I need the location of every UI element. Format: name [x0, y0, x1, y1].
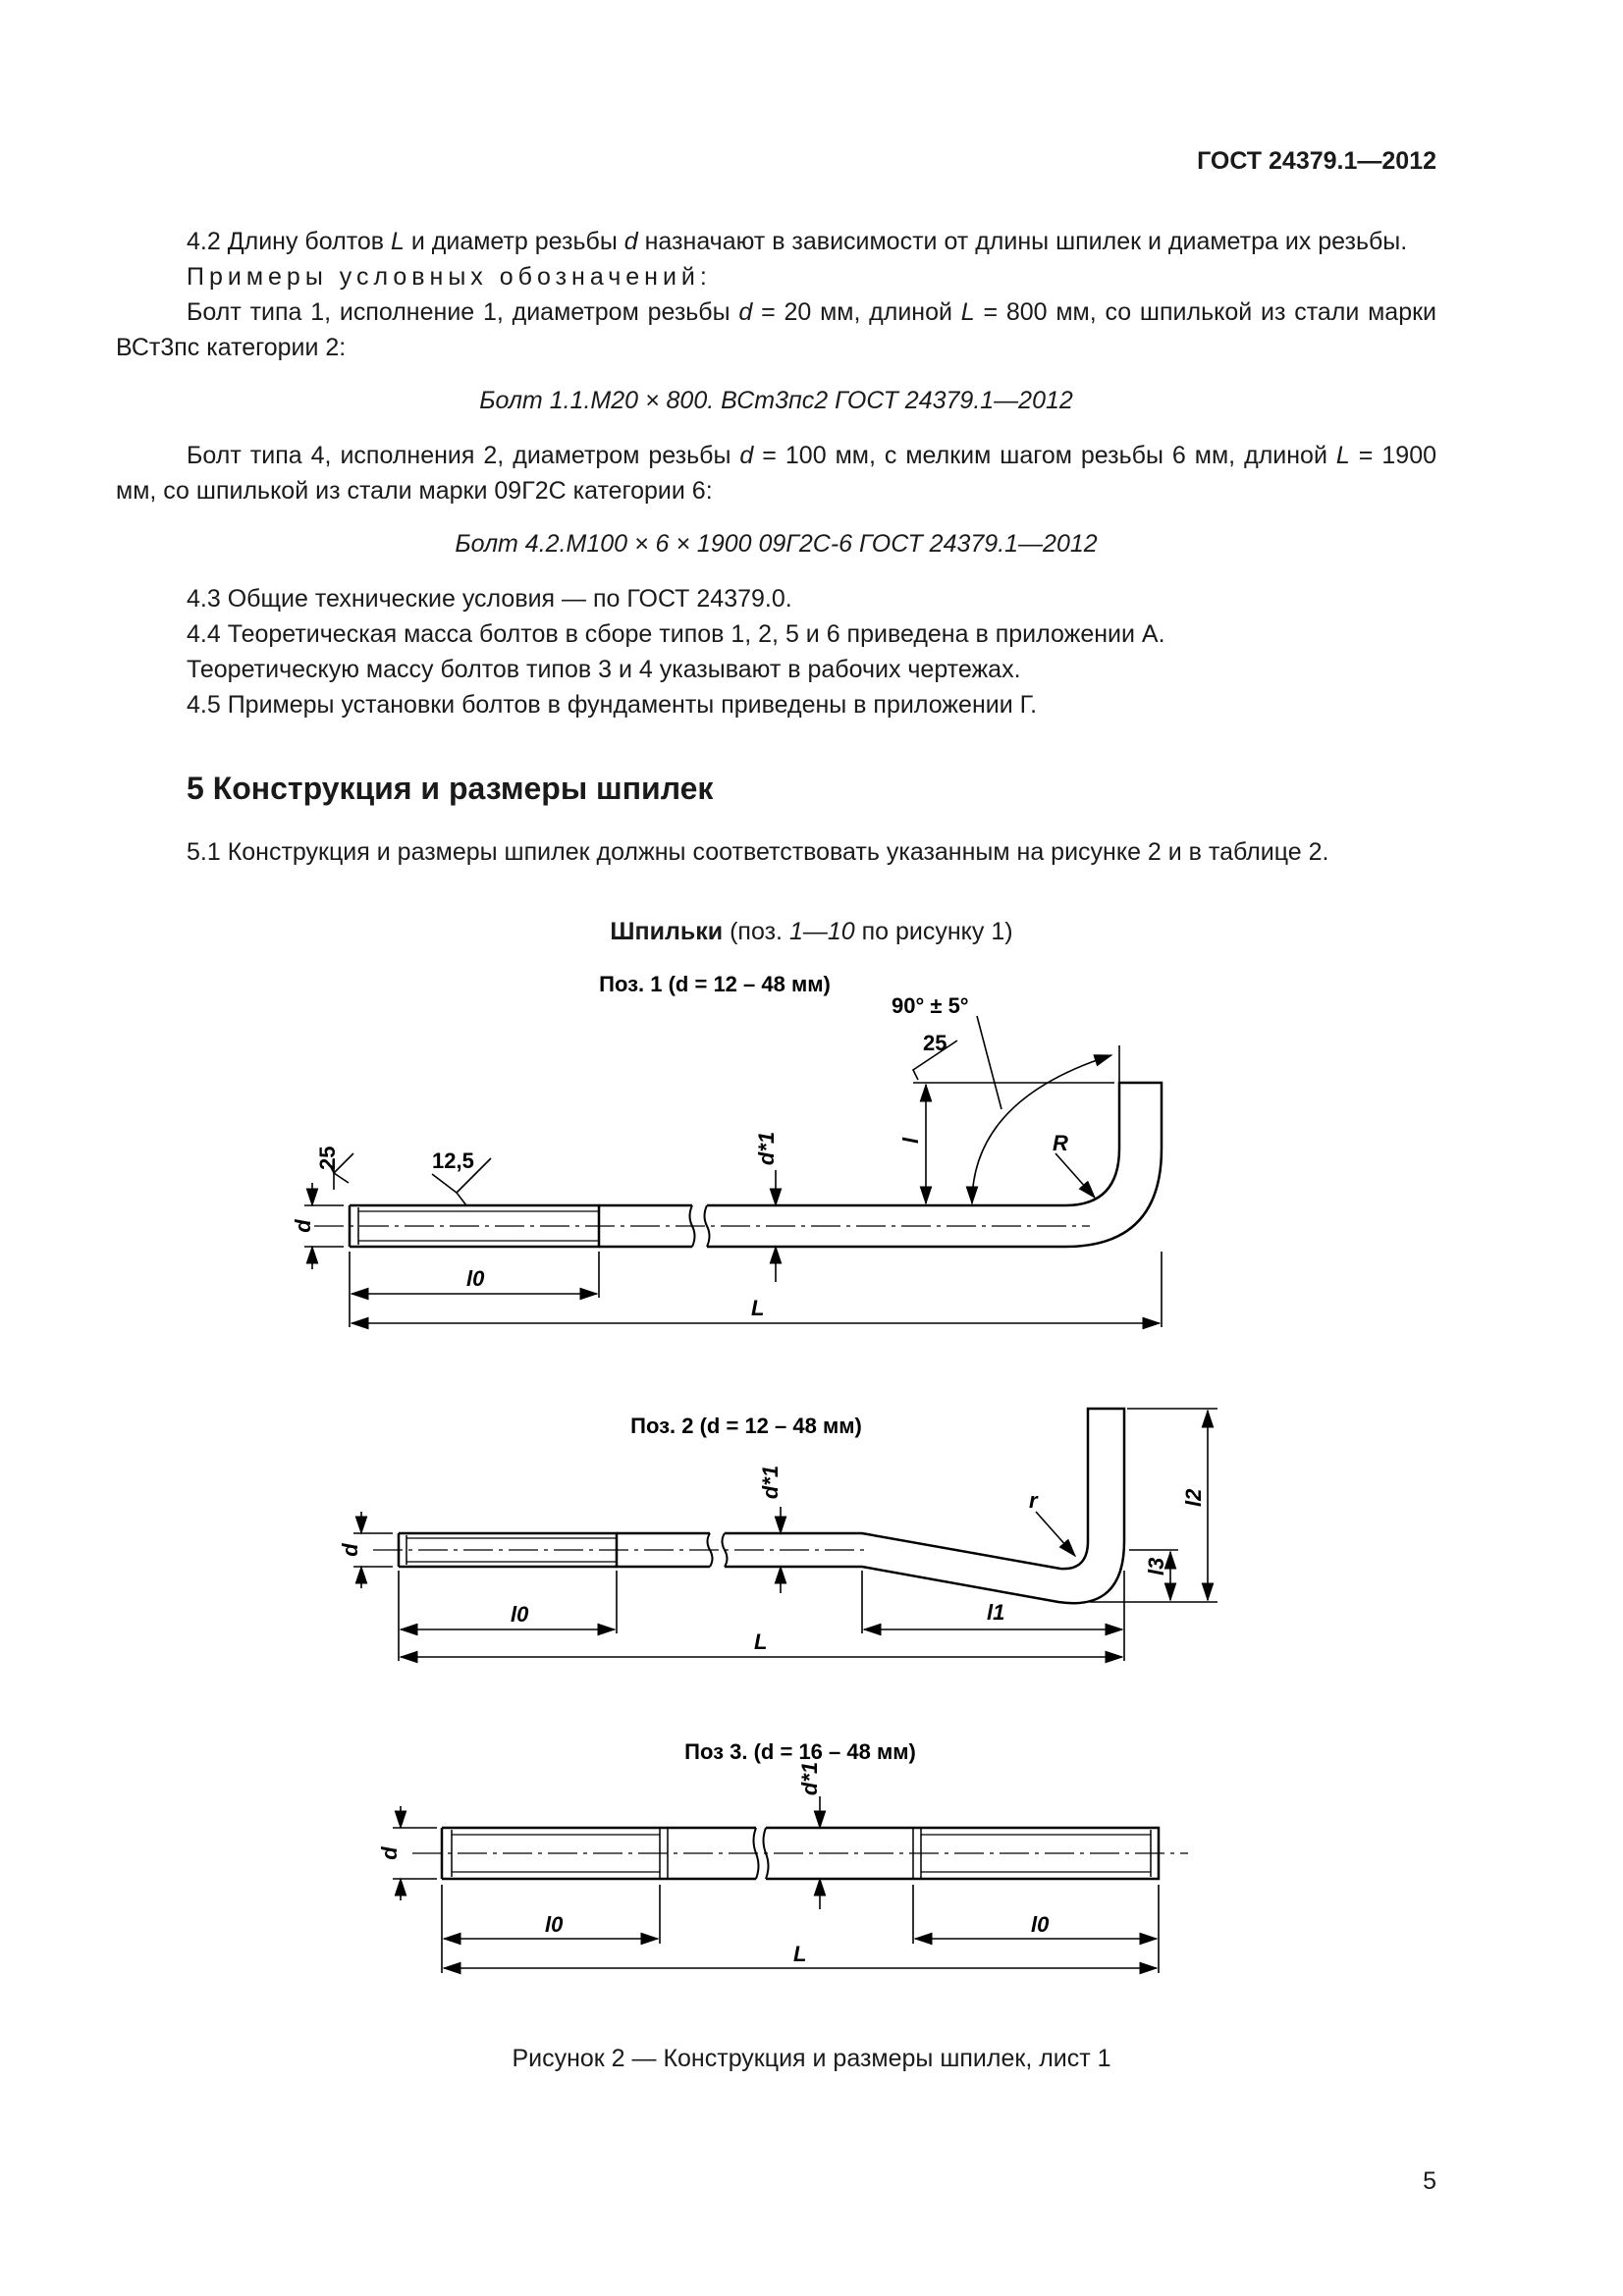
- pos1-label-rough12-5: 12,5: [432, 1148, 474, 1173]
- figure-title-range: 1—10: [788, 918, 855, 945]
- paragraph-4-2: [116, 224, 1436, 259]
- pos2-labels: [338, 1466, 1206, 1654]
- pos2-label-L: L: [754, 1629, 768, 1654]
- pos2-label-d1: d*1: [758, 1465, 783, 1500]
- pos2-label-l3: l3: [1144, 1557, 1168, 1575]
- figure-title: [0, 918, 1623, 946]
- section-4-text: [116, 224, 1436, 722]
- example-2-designation: Болт 4.2.М100 × 6 × 1900 09Г2С-6 ГОСТ 24379.1—2012: [455, 530, 1098, 558]
- pos3-caption: Поз 3. (d = 16 – 48 мм): [684, 1739, 916, 1764]
- figure-title-bold: Шпильки: [610, 918, 724, 945]
- pos3-label-l0-right: l0: [1031, 1912, 1050, 1937]
- pos1-label-d1: d*1: [754, 1131, 779, 1166]
- example-1: [116, 294, 1436, 365]
- pos1-label-angle: 90° ± 5°: [892, 993, 969, 1018]
- document-code: ГОСТ 24379.1—2012: [1197, 147, 1436, 175]
- p42-text-b: и диаметр резьбы: [404, 228, 624, 255]
- ex1-text-c: = 800 мм, со шпилькой из стали марки ВСт3пс категории 2:: [116, 298, 1437, 361]
- example-1-designation: Болт 1.1.М20 × 800. ВСт3пс2 ГОСТ 24379.1—2012: [479, 387, 1073, 414]
- pos3-label-d: d: [377, 1846, 402, 1860]
- pos3-dimensions: [393, 1796, 1159, 1973]
- section-5-heading: 5 Конструкция и размеры шпилек: [187, 771, 714, 806]
- ex1-var-d: d: [738, 298, 753, 326]
- pos3-labels: [377, 1762, 1050, 1966]
- p42-text-c: назначают в зависимости от длины шпилек и диаметра их резьбы.: [637, 228, 1408, 255]
- ex1-text-b: = 20 мм, длиной: [752, 298, 961, 326]
- paragraph-4-4-continued: Теоретическую массу болтов типов 3 и 4 указывают в рабочих чертежах.: [187, 656, 1021, 683]
- pos2-label-l2: l2: [1181, 1488, 1206, 1507]
- ex2-text-c: = 1900 мм, со шпилькой из стали марки 09Г2С категории 6:: [116, 442, 1436, 505]
- technical-drawing: [0, 962, 1623, 2022]
- page-number: 5: [1423, 2167, 1436, 2195]
- pos1-label-rough25a: 25: [923, 1031, 947, 1055]
- ex2-text-b: = 100 мм, с мелким шагом резьбы 6 мм, длиной: [753, 442, 1336, 469]
- ex1-var-L: L: [960, 298, 975, 326]
- pos2-label-r: r: [1029, 1488, 1038, 1513]
- figure-title-a: (поз.: [723, 918, 789, 945]
- pos2-label-d: d: [338, 1543, 362, 1557]
- paragraph-4-4: 4.4 Теоретическая масса болтов в сборе типов 1, 2, 5 и 6 приведена в приложении А.: [187, 620, 1165, 648]
- pos1-label-R: R: [1053, 1131, 1068, 1155]
- pos2-label-l0: l0: [511, 1602, 529, 1627]
- p42-var-d: d: [623, 228, 638, 255]
- pos3-label-l0-left: l0: [545, 1912, 564, 1937]
- pos3-label-L: L: [793, 1942, 807, 1966]
- ex2-var-d: d: [739, 442, 754, 469]
- pos2-label-l1: l1: [987, 1600, 1005, 1625]
- ex2-var-L: L: [1335, 442, 1350, 469]
- pos1-label-l: l: [898, 1137, 923, 1144]
- pos1-label-l0: l0: [466, 1266, 485, 1291]
- example-2: [116, 438, 1436, 508]
- pos1-label-rough25b: 25: [315, 1146, 340, 1170]
- pos1-labels: [291, 993, 1068, 1320]
- figure-caption: Рисунок 2 — Конструкция и размеры шпилек, лист 1: [512, 2045, 1111, 2072]
- paragraph-4-3: 4.3 Общие технические условия — по ГОСТ 24379.0.: [187, 585, 792, 613]
- paragraph-5-1: 5.1 Конструкция и размеры шпилек должны соответствовать указанным на рисунке 2 и в таблице 2.: [187, 838, 1329, 866]
- p42-text-a: 4.2 Длину болтов: [187, 228, 391, 255]
- examples-title: Примеры условных обозначений:: [187, 263, 712, 291]
- paragraph-4-5: 4.5 Примеры установки болтов в фундаменты приведены в приложении Г.: [187, 691, 1038, 719]
- pos3-label-d1: d*1: [797, 1761, 822, 1796]
- ex2-text-a: Болт типа 4, исполнения 2, диаметром резьбы: [187, 442, 740, 469]
- pos1-label-L: L: [751, 1296, 765, 1320]
- ex1-text-a: Болт типа 1, исполнение 1, диаметром резьбы: [187, 298, 739, 326]
- pos3-stud: [412, 1828, 1188, 1879]
- pos1-label-d: d: [291, 1219, 315, 1233]
- pos2-caption: Поз. 2 (d = 12 – 48 мм): [630, 1414, 862, 1438]
- figure-title-b: по рисунку 1): [854, 918, 1013, 945]
- p42-var-L: L: [391, 228, 405, 255]
- pos1-caption: Поз. 1 (d = 12 – 48 мм): [599, 972, 831, 996]
- section-5-text: [116, 834, 1436, 870]
